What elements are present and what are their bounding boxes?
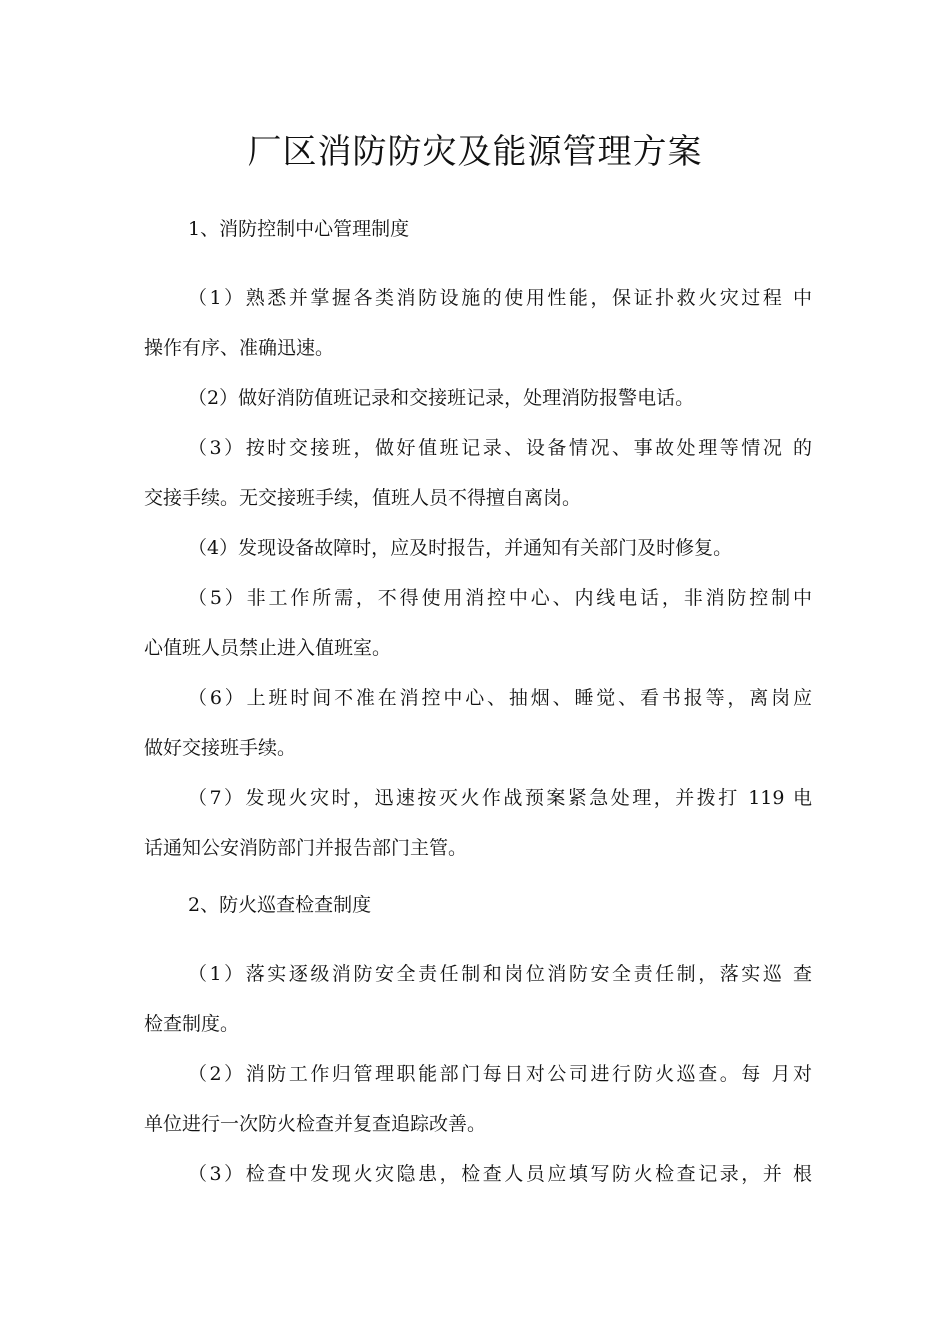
paragraph-line: （2）消防工作归管理职能部门每日对公司进行防火巡查。每 月对: [188, 1063, 812, 1085]
section-heading: 1、消防控制中心管理制度: [188, 218, 410, 240]
paragraph-item: [144, 534, 812, 584]
paragraph-item: [144, 784, 812, 884]
paragraph-item: [144, 1060, 812, 1160]
paragraph-line: （7）发现火灾时，迅速按灭火作战预案紧急处理，并拨打 119 电: [188, 787, 812, 809]
paragraph-line: （1）落实逐级消防安全责任制和岗位消防安全责任制，落实巡 查: [188, 963, 812, 985]
paragraph-line: （6）上班时间不准在消控中心、抽烟、睡觉、看书报等，离岗应: [188, 687, 812, 709]
paragraph-item: [144, 1160, 812, 1210]
paragraph-line: 单位进行一次防火检查并复查追踪改善。: [144, 1113, 487, 1135]
paragraph-line: （3）按时交接班，做好值班记录、设备情况、事故处理等情况 的: [188, 437, 812, 459]
paragraph-line: 操作有序、准确迅速。: [144, 337, 335, 359]
paragraph-line: 心值班人员禁止进入值班室。: [144, 637, 392, 659]
paragraph-line: （4）发现设备故障时，应及时报告，并通知有关部门及时修复。: [188, 537, 733, 559]
paragraph-item: [144, 434, 812, 534]
paragraph-line: （2）做好消防值班记录和交接班记录，处理消防报警电话。: [188, 387, 695, 409]
paragraph-line: 做好交接班手续。: [144, 737, 297, 759]
paragraph-item: [144, 284, 812, 384]
paragraph-item: [144, 684, 812, 784]
paragraph-line: （1）熟悉并掌握各类消防设施的使用性能，保证扑救火灾过程 中: [188, 287, 812, 309]
paragraph-line: 交接手续。无交接班手续，值班人员不得擅自离岗。: [144, 487, 582, 509]
paragraph-item: [144, 960, 812, 1060]
paragraph-line: 检查制度。: [144, 1013, 240, 1035]
paragraph-item: [144, 384, 812, 434]
paragraph-line: （5）非工作所需，不得使用消控中心、内线电话，非消防控制中: [188, 587, 812, 609]
paragraph-item: [144, 584, 812, 684]
document-title: 厂区消防防灾及能源管理方案: [247, 132, 703, 172]
section-heading: 2、防火巡查检查制度: [188, 894, 372, 916]
paragraph-line: （3）检查中发现火灾隐患，检查人员应填写防火检查记录，并 根: [188, 1163, 812, 1185]
paragraph-line: 话通知公安消防部门并报告部门主管。: [144, 837, 468, 859]
